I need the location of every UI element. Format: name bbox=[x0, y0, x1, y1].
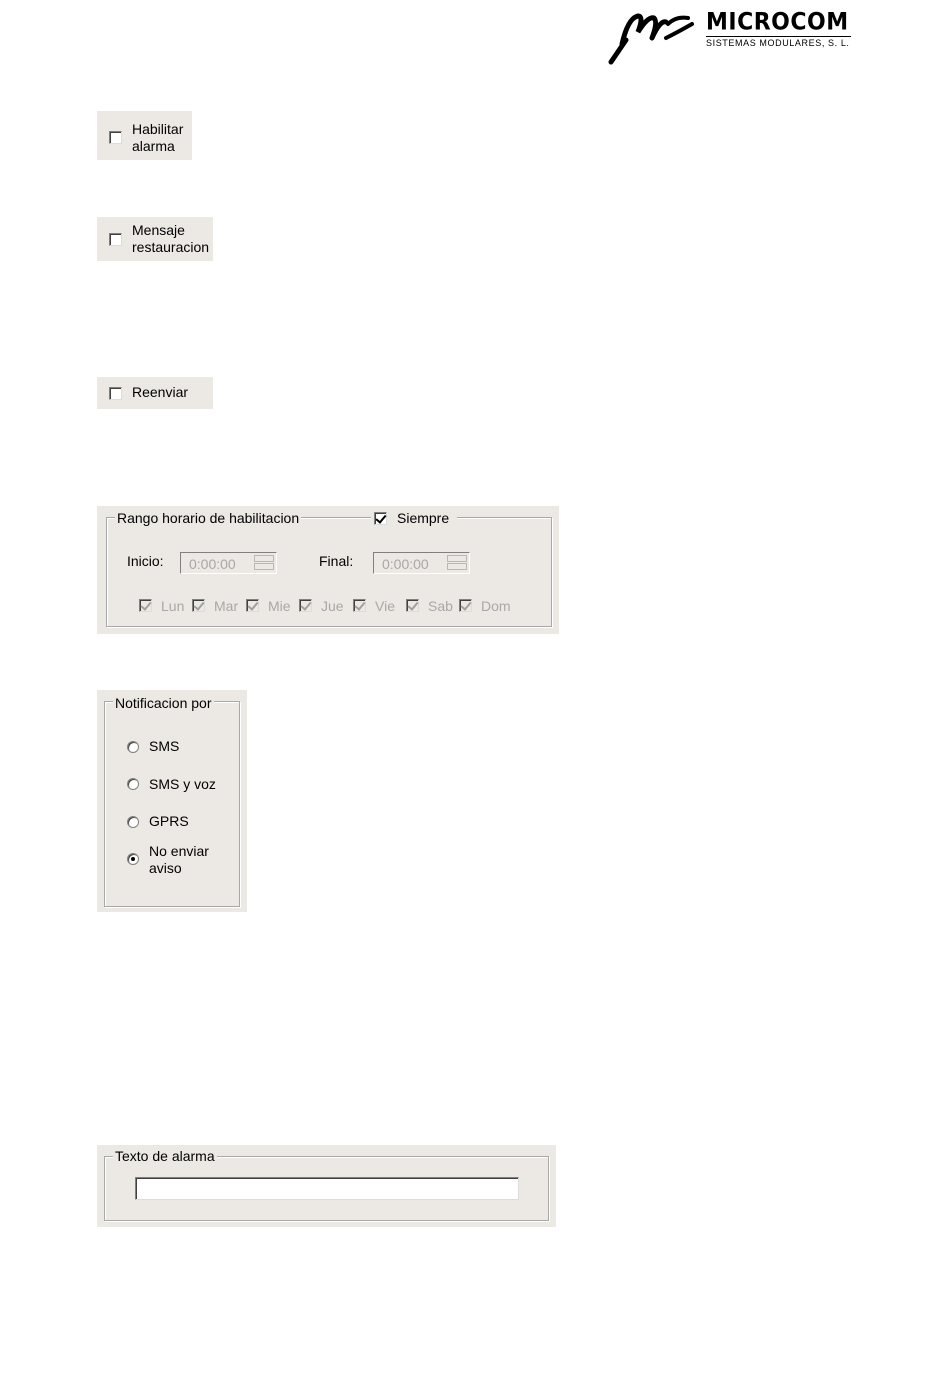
inicio-time-value: 0:00:00 bbox=[189, 556, 236, 572]
notificacion-panel bbox=[97, 690, 247, 912]
final-spinner[interactable] bbox=[447, 555, 467, 571]
day-checkbox-row bbox=[97, 598, 559, 616]
notificacion-title: Notificacion por bbox=[115, 695, 212, 711]
radio-gprs-label: GPRS bbox=[149, 813, 189, 829]
microcom-emblem-icon bbox=[608, 10, 698, 65]
final-time-value: 0:00:00 bbox=[382, 556, 429, 572]
day-checkbox-sab[interactable] bbox=[406, 599, 419, 612]
siempre-legend bbox=[371, 510, 457, 526]
siempre-checkbox[interactable] bbox=[374, 512, 387, 525]
mensaje-restauracion-label: Mensaje restauracion bbox=[132, 222, 210, 255]
day-label-dom: Dom bbox=[481, 598, 511, 614]
radio-no-enviar-label: No enviar aviso bbox=[149, 843, 209, 876]
texto-alarma-input[interactable] bbox=[135, 1177, 519, 1200]
inicio-spin-down[interactable] bbox=[254, 563, 274, 570]
day-checkbox-vie[interactable] bbox=[353, 599, 366, 612]
inicio-time-field[interactable] bbox=[180, 552, 277, 574]
day-label-mar: Mar bbox=[214, 598, 239, 614]
radio-sms[interactable] bbox=[127, 741, 139, 753]
reenviar-label: Reenviar bbox=[132, 384, 189, 400]
habilitar-alarma-panel bbox=[97, 111, 192, 160]
mensaje-restauracion-panel bbox=[97, 217, 213, 261]
radio-sms-voz-label: SMS y voz bbox=[149, 776, 216, 792]
day-label-sab: Sab bbox=[428, 598, 453, 614]
final-spin-up[interactable] bbox=[447, 555, 467, 562]
day-label-mie: Mie bbox=[268, 598, 291, 614]
reenviar-checkbox[interactable] bbox=[109, 387, 122, 400]
siempre-label: Siempre bbox=[397, 510, 450, 526]
logo-rule bbox=[706, 36, 851, 37]
inicio-spinner[interactable] bbox=[254, 555, 274, 571]
radio-sms-voz[interactable] bbox=[127, 778, 139, 790]
rango-horario-title: Rango horario de habilitacion bbox=[117, 510, 300, 526]
texto-alarma-title: Texto de alarma bbox=[115, 1148, 215, 1164]
day-label-lun: Lun bbox=[161, 598, 185, 614]
logo-name: MICROCOM bbox=[706, 8, 849, 37]
day-checkbox-jue[interactable] bbox=[299, 599, 312, 612]
microcom-logo bbox=[608, 10, 853, 65]
reenviar-panel bbox=[97, 377, 213, 409]
day-checkbox-lun[interactable] bbox=[139, 599, 152, 612]
mensaje-restauracion-checkbox[interactable] bbox=[109, 233, 122, 246]
day-checkbox-mar[interactable] bbox=[192, 599, 205, 612]
final-time-field[interactable] bbox=[373, 552, 470, 574]
habilitar-alarma-checkbox[interactable] bbox=[109, 131, 122, 144]
radio-no-enviar[interactable] bbox=[127, 853, 139, 865]
radio-gprs[interactable] bbox=[127, 816, 139, 828]
day-checkbox-mie[interactable] bbox=[246, 599, 259, 612]
inicio-spin-up[interactable] bbox=[254, 555, 274, 562]
rango-horario-panel bbox=[97, 506, 559, 634]
final-label: Final: bbox=[319, 553, 354, 569]
day-label-jue: Jue bbox=[321, 598, 344, 614]
inicio-label: Inicio: bbox=[127, 553, 164, 569]
logo-subtitle: SISTEMAS MODULARES, S. L. bbox=[706, 38, 850, 48]
day-checkbox-dom[interactable] bbox=[459, 599, 472, 612]
texto-alarma-panel bbox=[97, 1145, 556, 1227]
day-label-vie: Vie bbox=[375, 598, 395, 614]
habilitar-alarma-label: Habilitar alarma bbox=[132, 121, 184, 154]
radio-sms-label: SMS bbox=[149, 738, 180, 754]
final-spin-down[interactable] bbox=[447, 563, 467, 570]
